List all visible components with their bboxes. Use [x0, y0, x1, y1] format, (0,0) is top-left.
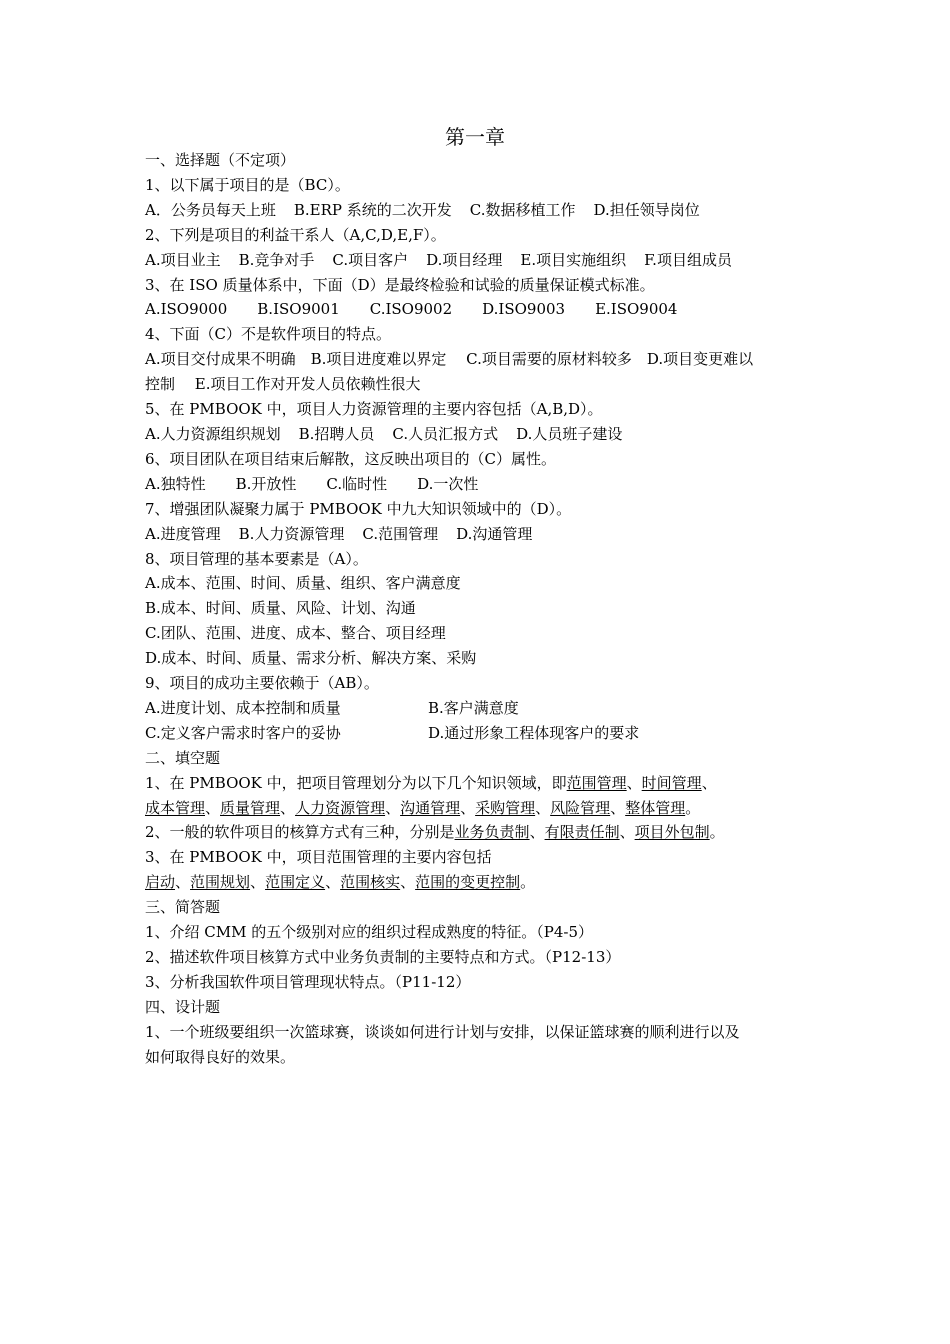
fill-question	[145, 771, 810, 796]
question-options: 控制 E.项目工作对开发人员依赖性很大	[145, 375, 421, 394]
option: C.项目客户	[332, 250, 409, 269]
separator: 、	[205, 798, 221, 817]
fill-answer: 风险管理	[550, 798, 611, 817]
option: B.开放性	[235, 474, 297, 493]
separator: 、	[535, 798, 551, 817]
fill-answer: 质量管理	[220, 798, 281, 817]
option: B.ISO9001	[257, 300, 340, 319]
option: D.人员班子建设	[516, 424, 623, 443]
question-stem: 9、项目的成功主要依赖于（AB）。	[145, 674, 379, 693]
fill-answer: 范围的变更控制	[415, 873, 521, 892]
fill-answer: 采购管理	[475, 798, 536, 817]
question-stem: 7、增强团队凝聚力属于 PMBOOK 中九大知识领域中的（D）。	[145, 499, 572, 518]
option: A.项目业主	[145, 250, 221, 269]
fill-answer: 有限责任制	[544, 823, 620, 842]
question-options	[145, 422, 810, 447]
question-options: A.项目交付成果不明确 B.项目进度难以界定 C.项目需要的原材料较多 D.项目变更难以	[145, 350, 754, 369]
section-heading: 二、填空题	[145, 748, 221, 767]
section-heading: 一、选择题（不定项）	[145, 151, 296, 169]
separator: 、	[175, 873, 191, 892]
section-heading: 三、简答题	[145, 898, 221, 917]
section-heading: 四、设计题	[145, 997, 221, 1016]
option: F.项目组成员	[644, 250, 732, 269]
separator: 、	[610, 798, 626, 817]
option: B.成本、时间、质量、风险、计划、沟通	[145, 599, 416, 618]
fill-question	[145, 820, 810, 845]
option: C.范围管理	[362, 524, 439, 543]
question-options	[145, 522, 810, 547]
option: C.数据移植工作	[469, 200, 576, 219]
option: B.客户满意度	[428, 698, 519, 717]
option: A.进度管理	[145, 524, 221, 543]
option: E.项目实施组织	[520, 250, 627, 269]
fill-answer: 业务负责制	[454, 823, 530, 842]
option: C.定义客户需求时客户的妥协	[145, 723, 341, 742]
option: A.成本、范围、时间、质量、组织、客户满意度	[145, 574, 461, 593]
option: D.ISO9003	[482, 300, 566, 319]
fill-answer: 人力资源管理	[295, 798, 386, 817]
option: D.担任领导岗位	[593, 200, 700, 219]
option: A.独特性	[145, 474, 206, 493]
fill-answer: 范围定义	[265, 873, 326, 892]
separator: 、	[280, 798, 296, 817]
option: A.人力资源组织规划	[145, 424, 281, 443]
question-options	[145, 248, 810, 273]
question-stem: 5、在 PMBOOK 中，项目人力资源管理的主要内容包括（A,B,D）。	[145, 400, 603, 419]
option: C.临时性	[326, 474, 388, 493]
question-options	[145, 198, 810, 223]
option: B.竞争对手	[238, 250, 315, 269]
document-body	[145, 148, 810, 1070]
option: B.ERP 系统的二次开发	[293, 200, 452, 219]
fill-answer: 整体管理	[625, 798, 686, 817]
option: D.成本、时间、质量、需求分析、解决方案、采购	[145, 649, 477, 668]
question-stem: 1、以下属于项目的是（BC）。	[145, 175, 350, 194]
option: D.一次性	[417, 474, 479, 493]
separator: 、	[626, 773, 642, 792]
fill-end: 。	[520, 873, 536, 892]
question-stem: 6、项目团队在项目结束后解散，这反映出项目的（C）属性。	[145, 449, 557, 468]
question-stem: 4、下面（C）不是软件项目的特点。	[145, 325, 392, 344]
question-options	[145, 297, 810, 322]
question-stem: 3、在 ISO 质量体系中，下面（D）是最终检验和试验的质量保证模式标准。	[145, 275, 655, 294]
separator: 、	[701, 773, 717, 792]
fill-answer: 时间管理	[641, 773, 702, 792]
option: B.人力资源管理	[238, 524, 345, 543]
fill-answer: 沟通管理	[400, 798, 461, 817]
separator: 、	[619, 823, 635, 842]
short-question: 2、描述软件项目核算方式中业务负责制的主要特点和方式。（P12-13）	[145, 948, 621, 966]
fill-prefix: 2、一般的软件项目的核算方式有三种，分别是	[145, 823, 455, 842]
question-stem: 8、项目管理的基本要素是（A）。	[145, 549, 368, 568]
separator: 、	[529, 823, 545, 842]
question-stem: 2、下列是项目的利益干系人（A,C,D,E,F）。	[145, 225, 446, 244]
option: B.招聘人员	[298, 424, 375, 443]
option: A.进度计划、成本控制和质量	[145, 698, 341, 717]
fill-question: 3、在 PMBOOK 中，项目范围管理的主要内容包括	[145, 848, 492, 867]
fill-end: 。	[685, 798, 701, 817]
option: A.ISO9000	[145, 300, 228, 319]
fill-answer: 范围管理	[566, 773, 627, 792]
option: C.团队、范围、进度、成本、整合、项目经理	[145, 624, 446, 643]
design-question: 1、一个班级要组织一次篮球赛，谈谈如何进行计划与安排，以保证篮球赛的顺利进行以及	[145, 1022, 740, 1041]
option: D.通过形象工程体现客户的要求	[428, 723, 640, 742]
option: D.项目经理	[426, 250, 503, 269]
fill-answer: 启动	[145, 873, 176, 892]
option: C.ISO9002	[369, 300, 453, 319]
fill-question	[145, 796, 810, 821]
fill-answer: 项目外包制	[634, 823, 710, 842]
question-options	[145, 472, 810, 497]
fill-answer: 范围核实	[340, 873, 401, 892]
fill-answer: 范围规划	[190, 873, 251, 892]
fill-prefix: 1、在 PMBOOK 中，把项目管理划分为以下几个知识领域，即	[145, 773, 567, 792]
separator: 、	[250, 873, 266, 892]
option: C.人员汇报方式	[392, 424, 499, 443]
option: A．公务员每天上班	[145, 200, 276, 219]
short-question: 3、分析我国软件项目管理现状特点。（P11-12）	[145, 972, 471, 991]
short-question: 1、介绍 CMM 的五个级别对应的组织过程成熟度的特征。（P4-5）	[145, 923, 594, 942]
separator: 、	[385, 798, 401, 817]
separator: 、	[325, 873, 341, 892]
fill-answer: 成本管理	[145, 798, 206, 817]
option: D.沟通管理	[456, 524, 533, 543]
option: E.ISO9004	[595, 300, 678, 319]
fill-question	[145, 870, 810, 895]
separator: 、	[400, 873, 416, 892]
question-options	[145, 696, 810, 721]
separator: 、	[460, 798, 476, 817]
question-options	[145, 721, 810, 746]
design-question: 如何取得良好的效果。	[145, 1047, 296, 1066]
fill-end: 。	[709, 823, 725, 842]
chapter-title: 第一章	[445, 125, 505, 149]
